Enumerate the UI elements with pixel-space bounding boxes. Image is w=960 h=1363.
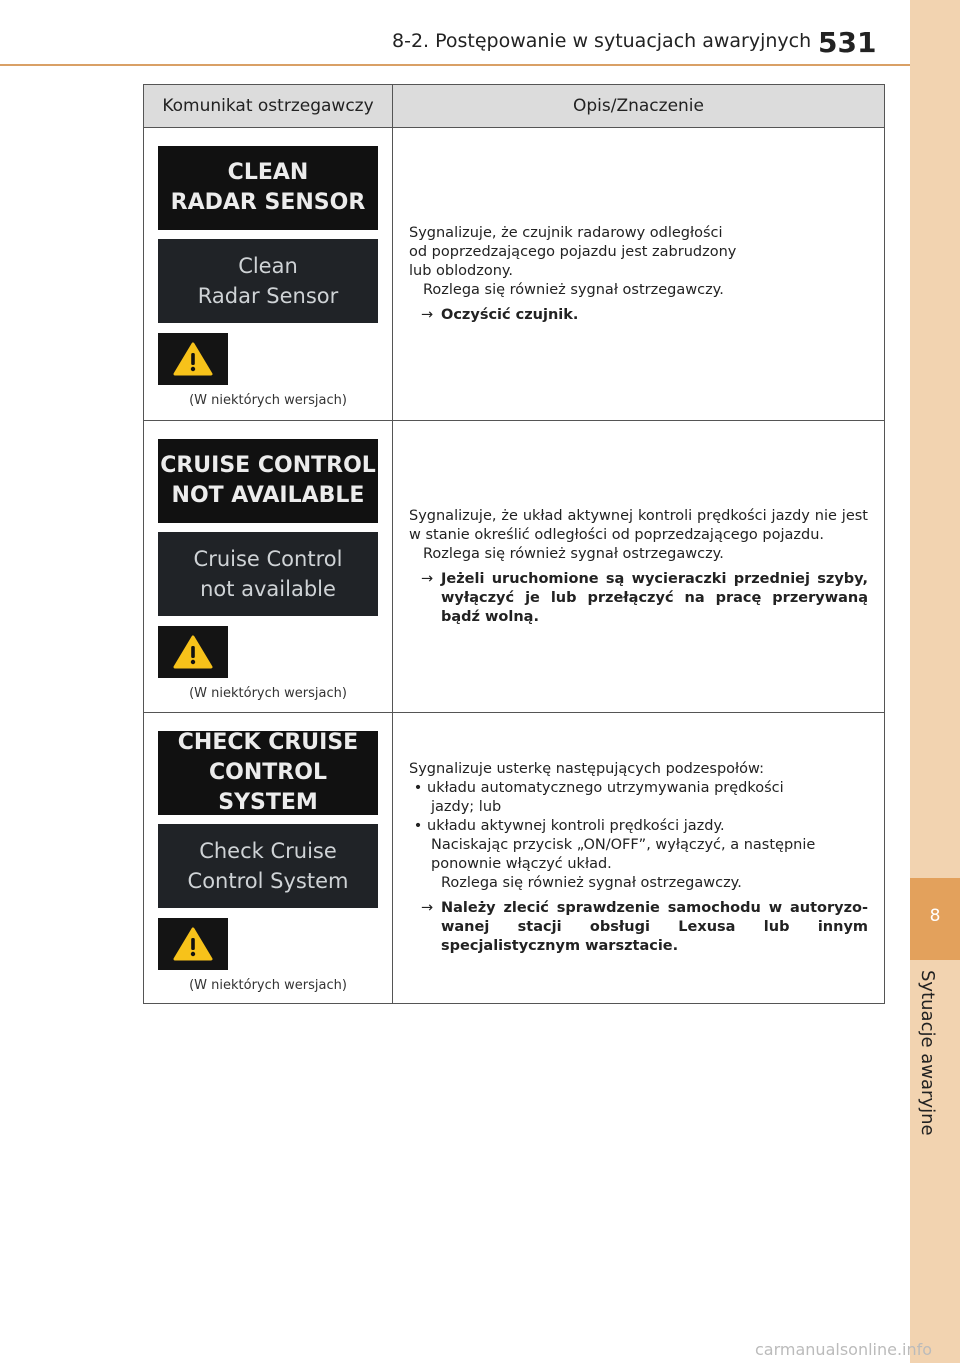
message-image-cell	[144, 713, 393, 1004]
warning-messages-table	[143, 84, 885, 1004]
right-arrow-icon: →	[421, 900, 434, 916]
table-header-row	[144, 85, 885, 128]
bullet-text: układu aktywnej kontroli prędkości jazdy.	[427, 818, 725, 834]
warning-triangle-icon	[173, 342, 213, 376]
display-text: Clean Radar Sensor	[197, 254, 339, 308]
chapter-side-tab	[910, 0, 960, 1363]
display-text: Cruise Control not available	[193, 547, 343, 601]
action-instruction	[409, 306, 868, 325]
version-note: (W niektórych wersjach)	[189, 393, 347, 408]
message-description-cell	[393, 128, 885, 421]
description-line: od poprzedzającego pojazdu jest zabrudzony	[409, 243, 737, 260]
version-note: (W niektórych wersjach)	[189, 686, 347, 701]
warning-icon-display	[158, 918, 228, 970]
message-image-cell	[144, 421, 393, 713]
description-text: Sygnalizuje usterkę następujących podzespołów:	[409, 761, 764, 777]
press-instruction: Naciskając przycisk „ON/OFF”, wyłączyć, a następnie ponownie włączyć układ.	[431, 837, 816, 872]
table-row	[144, 713, 885, 1004]
right-arrow-icon: →	[421, 306, 434, 323]
warning-icon-display	[158, 626, 228, 678]
column-header-message: Komunikat ostrzegawczy	[144, 85, 393, 128]
display-message-uppercase	[158, 146, 378, 230]
display-message-mixedcase	[158, 532, 378, 616]
bullet-continuation: jazdy; lub	[431, 799, 502, 815]
display-text: CRUISE CONTROL NOT AVAILABLE	[160, 453, 376, 508]
warning-icon-display	[158, 333, 228, 385]
message-description-cell	[393, 713, 885, 1004]
description-line: lub oblodzony.	[409, 262, 514, 279]
warning-triangle-icon	[173, 927, 213, 961]
table-row	[144, 128, 885, 421]
display-message-uppercase	[158, 731, 378, 815]
chapter-label: Sytuacje awaryjne	[917, 970, 938, 1136]
action-text: Należy zlecić sprawdzenie samochodu w autoryzo-wanej stacji obsługi Lexusa lub innym specjalistycznym warsztacie.	[441, 900, 868, 954]
watermark: carmanualsonline.info	[755, 1340, 933, 1359]
section-title: 8-2. Postępowanie w sytuacjach awaryjnych	[392, 30, 812, 52]
page-number: 531	[818, 26, 877, 59]
version-note: (W niektórych wersjach)	[189, 978, 347, 993]
display-text: CLEAN RADAR SENSOR	[170, 160, 366, 215]
description-line: Sygnalizuje, że czujnik radarowy odległości	[409, 224, 723, 241]
action-text: Oczyścić czujnik.	[441, 306, 579, 323]
message-description-cell	[393, 421, 885, 713]
column-header-description: Opis/Znaczenie	[393, 85, 885, 128]
chapter-number: 8	[929, 906, 941, 926]
warning-triangle-icon	[173, 635, 213, 669]
sound-note: Rozlega się również sygnał ostrzegawczy.	[423, 545, 724, 562]
bullet-icon: •	[413, 818, 423, 834]
right-arrow-icon: →	[421, 570, 434, 587]
bullet-text: układu automatycznego utrzymywania prędkości	[427, 780, 784, 796]
sound-note: Rozlega się również sygnał ostrzegawczy.	[423, 281, 724, 298]
display-message-uppercase	[158, 439, 378, 523]
header-divider	[0, 64, 910, 66]
bullet-icon: •	[413, 780, 423, 796]
table-row	[144, 421, 885, 713]
display-text: CHECK CRUISE CONTROL SYSTEM	[177, 730, 359, 815]
sound-note: Rozlega się również sygnał ostrzegawczy.	[441, 875, 742, 891]
list-item	[409, 779, 868, 798]
description-text: Sygnalizuje, że układ aktywnej kontroli prędkości jazdy nie jest w stanie określić odległości od poprzedzającego pojazdu.	[409, 507, 868, 543]
message-image-cell	[144, 128, 393, 421]
action-text: Jeżeli uruchomione są wycieraczki przedniej szyby, wyłączyć je lub przełączyć na pracę przerywaną bądź wolną.	[441, 570, 868, 625]
action-instruction	[409, 899, 868, 956]
display-message-mixedcase	[158, 239, 378, 323]
action-instruction	[409, 570, 868, 627]
display-message-mixedcase	[158, 824, 378, 908]
display-text: Check Cruise Control System	[187, 839, 349, 893]
list-item	[409, 817, 868, 836]
